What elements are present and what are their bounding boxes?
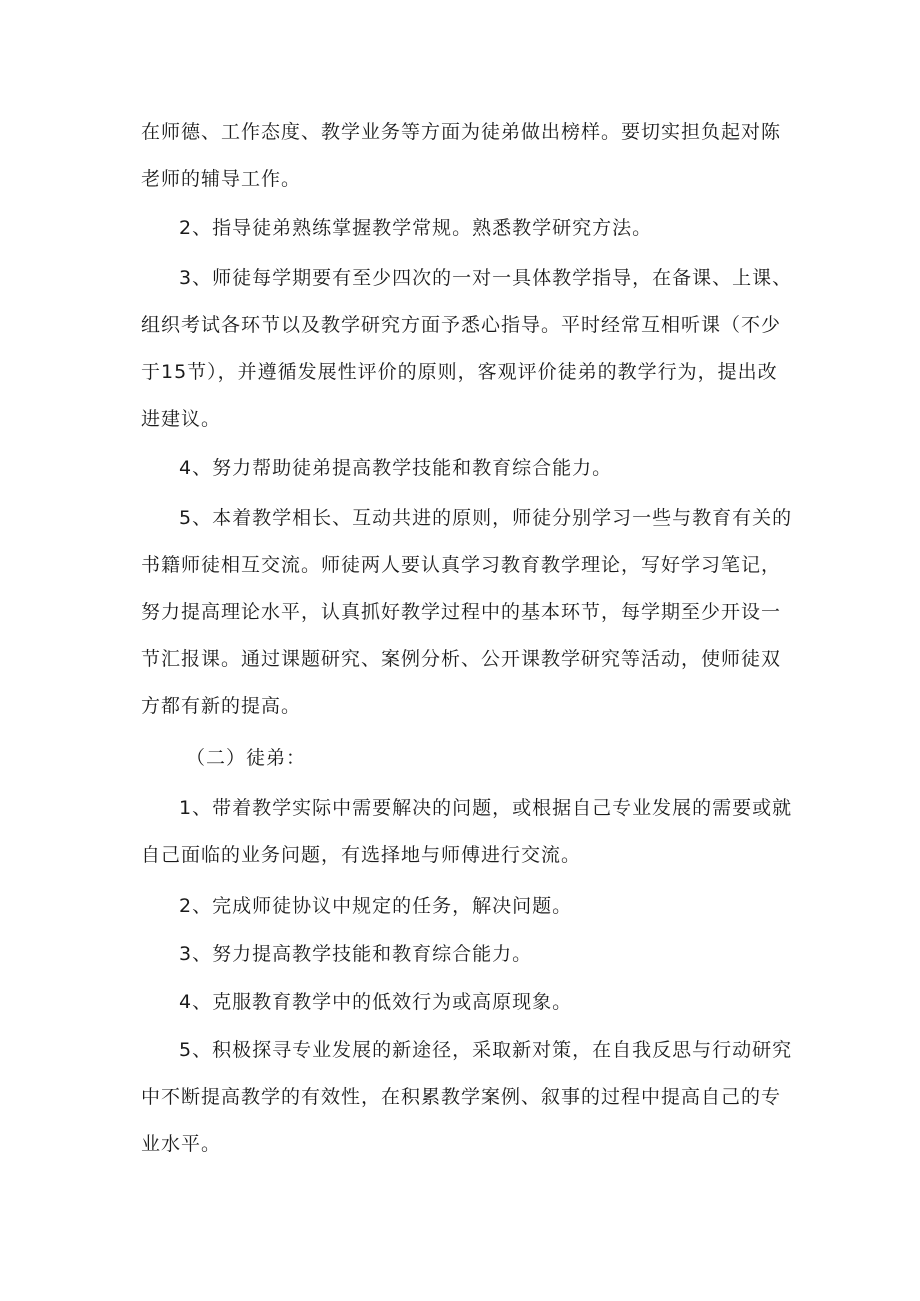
text-line: 2、完成师徒协议中规定的任务，解决问题。 (179, 895, 573, 917)
paragraph-mentor-item-2 (179, 205, 839, 252)
section-heading-apprentice (186, 735, 846, 782)
paragraph-mentor-item-5 (141, 495, 801, 730)
text-line: 5、积极探寻专业发展的新途径，采取新对策，在自我反思与行动研究 (179, 1039, 793, 1061)
paragraph-apprentice-item-2 (179, 883, 839, 930)
text-line: 2、指导徒弟熟练掌握教学常规。熟悉教学研究方法。 (179, 217, 653, 239)
paragraph-mentor-role-continuation (141, 109, 801, 203)
text-line: 方都有新的提高。 (141, 695, 302, 717)
text-line: 进建议。 (141, 408, 222, 430)
paragraph-mentor-item-4 (179, 445, 839, 492)
paragraph-apprentice-item-3 (179, 931, 839, 978)
text-line: 努力提高理论水平，认真抓好教学过程中的基本环节，每学期至少开设一 (141, 601, 782, 623)
text-line: 中不断提高教学的有效性，在积累教学案例、叙事的过程中提高自己的专 (141, 1086, 782, 1108)
paragraph-apprentice-item-5 (141, 1027, 801, 1168)
text-line: 老师的辅导工作。 (141, 168, 302, 190)
text-line: 1、带着教学实际中需要解决的问题，或根据自己专业发展的需要或就 (179, 797, 793, 819)
text-line: 在师德、工作态度、教学业务等方面为徒弟做出榜样。要切实担负起对陈 (141, 121, 782, 143)
text-line: 4、努力帮助徒弟提高教学技能和教育综合能力。 (179, 457, 613, 479)
text-line: 5、本着教学相长、互动共进的原则，师徒分别学习一些与教育有关的 (179, 507, 793, 529)
text-line: 组织考试各环节以及教学研究方面予悉心指导。平时经常互相听课（不少 (141, 314, 782, 336)
text-line: 书籍师徒相互交流。师徒两人要认真学习教育教学理论，写好学习笔记， (141, 554, 782, 576)
paragraph-apprentice-item-4 (179, 979, 839, 1026)
text-line: 于15节），并遵循发展性评价的原则，客观评价徒弟的教学行为，提出改 (141, 361, 778, 383)
paragraph-apprentice-item-1 (141, 785, 801, 879)
text-line: 自己面临的业务问题，有选择地与师傅进行交流。 (141, 844, 582, 866)
text-line: 3、努力提高教学技能和教育综合能力。 (179, 943, 533, 965)
text-line: 4、克服教育教学中的低效行为或高原现象。 (179, 991, 573, 1013)
text-line: 业水平。 (141, 1133, 222, 1155)
heading-text: （二）徒弟： (186, 747, 307, 769)
text-line: 节汇报课。通过课题研究、案例分析、公开课教学研究等活动，使师徒双 (141, 648, 782, 670)
paragraph-mentor-item-3 (141, 255, 801, 443)
text-line: 3、师徒每学期要有至少四次的一对一具体教学指导，在备课、上课、 (179, 267, 793, 289)
